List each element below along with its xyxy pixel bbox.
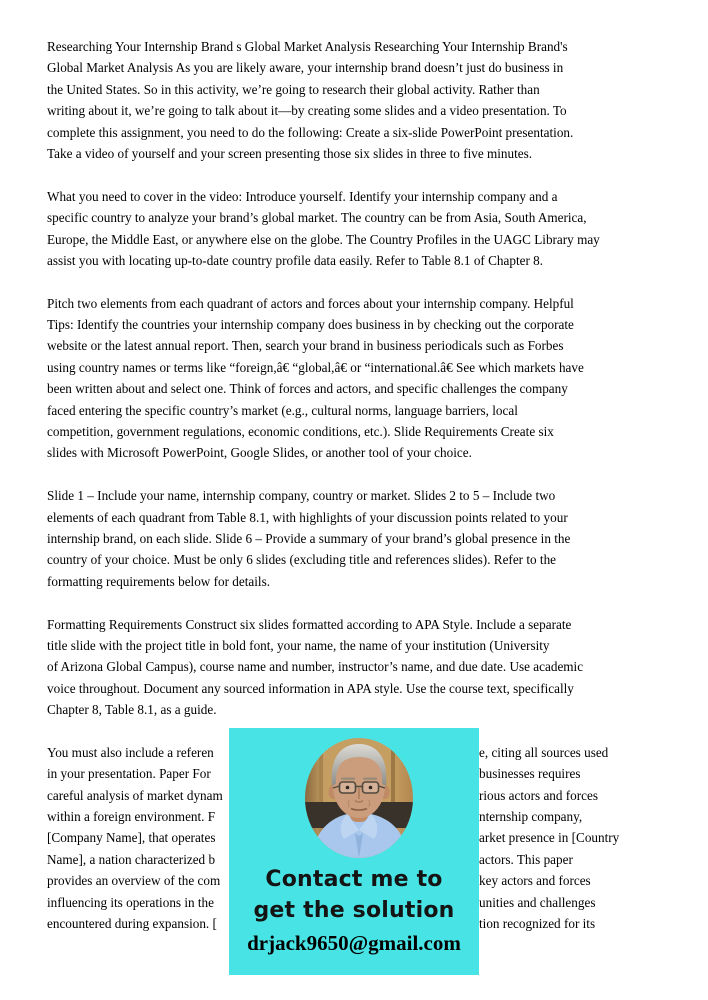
text-line: of Arizona Global Campus), course name and number, instructor’s name, and due date. Use academic <box>47 659 584 675</box>
text-line: specific country to analyze your brand’s global market. The country can be from Asia, South America, <box>47 210 587 226</box>
portrait-photo <box>305 738 413 858</box>
text-fragment-left: careful analysis of market dynam <box>47 787 223 803</box>
text-fragment-right: businesses requires <box>479 766 581 782</box>
text-line: Slide 1 – Include your name, internship company, country or market. Slides 2 to 5 – Include two <box>47 488 556 504</box>
paragraph <box>47 614 665 721</box>
text-fragment-left: in your presentation. Paper For <box>47 766 211 782</box>
text-line: the United States. So in this activity, we’re going to research their global activity. Rather than <box>47 81 540 97</box>
text-line: formatting requirements below for details. <box>47 573 271 589</box>
text-line: Pitch two elements from each quadrant of actors and forces about your internship company. Helpful <box>47 295 574 311</box>
text-line: elements of each quadrant from Table 8.1, with highlights of your discussion points related to your <box>47 509 568 525</box>
text-line: Chapter 8, Table 8.1, as a guide. <box>47 702 217 718</box>
text-line: Researching Your Internship Brand s Global Market Analysis Researching Your Internship Brand's <box>47 39 568 54</box>
text-fragment-left: encountered during expansion. [ <box>47 916 217 932</box>
text-line: Global Market Analysis As you are likely aware, your internship brand doesn’t just do business in <box>47 60 564 76</box>
text-fragment-right: nternship company, <box>479 809 583 825</box>
text-line: been written about and select one. Think of forces and actors, and specific challenges the company <box>47 381 568 397</box>
text-fragment-right: actors. This paper <box>479 851 573 867</box>
text-line: website or the latest annual report. Then, search your brand in business periodicals such as Forbes <box>47 338 564 354</box>
text-line: assist you with locating up-to-date country profile data easily. Refer to Table 8.1 of Chapter 8. <box>47 252 544 268</box>
text-line: faced entering the specific country’s market (e.g., cultural norms, language barriers, local <box>47 402 518 418</box>
promo-headline <box>229 864 479 926</box>
text-fragment-left: You must also include a referen <box>47 744 214 760</box>
paragraph <box>47 485 665 592</box>
text-line: Take a video of yourself and your screen presenting those six slides in three to five minutes. <box>47 145 533 161</box>
text-fragment-right: e, citing all sources used <box>479 744 609 760</box>
text-fragment-left: within a foreign environment. F <box>47 809 216 825</box>
text-line: title slide with the project title in bold font, your name, the name of your institution (University <box>47 637 550 653</box>
text-fragment-right: unities and challenges <box>479 894 596 910</box>
text-line: complete this assignment, you need to do the following: Create a six-slide PowerPoint presentation. <box>47 124 574 140</box>
text-fragment-right: rious actors and forces <box>479 787 599 803</box>
text-fragment-left: [Company Name], that operates <box>47 830 216 846</box>
promo-email: drjack9650@gmail.com <box>247 931 461 955</box>
text-line: country of your choice. Must be only 6 slides (excluding title and references slides). Refer to the <box>47 552 557 568</box>
text-line: internship brand, on each slide. Slide 6 – Provide a summary of your brand’s global presence in the <box>47 530 571 546</box>
promo-headline-line2: get the solution <box>253 898 455 923</box>
text-line: Tips: Identify the countries your internship company does business in by checking out the corporate <box>47 317 574 333</box>
text-line: Formatting Requirements Construct six slides formatted according to APA Style. Include a separate <box>47 616 572 632</box>
promo-overlay <box>229 728 479 975</box>
text-line: Europe, the Middle East, or anywhere else on the globe. The Country Profiles in the UAGC Library may <box>47 231 600 247</box>
paragraph <box>47 186 665 272</box>
text-fragment-left: Name], a nation characterized b <box>47 851 216 867</box>
text-line: writing about it, we’re going to talk about it—by creating some slides and a video presentation. To <box>47 103 567 119</box>
paragraph <box>47 293 665 464</box>
text-line: voice throughout. Document any sourced information in APA style. Use the course text, specifically <box>47 680 574 696</box>
text-line: competition, government regulations, economic conditions, etc.). Slide Requirements Create six <box>47 424 554 440</box>
text-fragment-right: arket presence in [Country <box>479 830 620 846</box>
text-fragment-left: influencing its operations in the <box>47 894 215 910</box>
paragraph <box>47 36 665 164</box>
text-fragment-left: provides an overview of the com <box>47 873 221 889</box>
text-line: slides with Microsoft PowerPoint, Google Slides, or another tool of your choice. <box>47 445 472 461</box>
text-fragment-right: tion recognized for its <box>479 916 596 932</box>
text-line: What you need to cover in the video: Introduce yourself. Identify your internship company and a <box>47 188 558 204</box>
text-fragment-right: key actors and forces <box>479 873 591 889</box>
text-line: using country names or terms like “foreign,â€ “global,â€ or “international.â€ See which markets have <box>47 359 584 375</box>
promo-headline-line1: Contact me to <box>265 867 443 892</box>
